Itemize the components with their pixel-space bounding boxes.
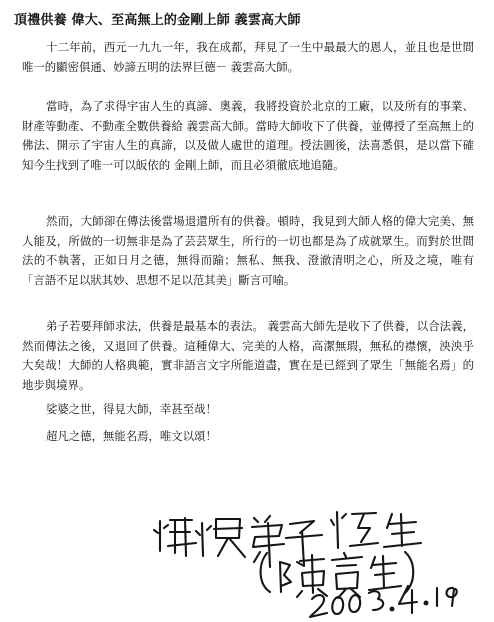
paragraph-2: 當時，為了求得宇宙人生的真諦、奧義，我將投資於北京的工廠，以及所有的事業、財產等動產、不動產全數供養給 義雲高大師。當時大師收下了供養，並傳授了至高無上的佛法、開示了宇宙人生的真諦，以及做人處世的道理。授法圓後，法喜悉俱，是以當下確知今生找到了唯一可以皈依的 金剛上師，而且必須徹底地追隨。 <box>22 99 474 172</box>
paragraph-4: 弟子若要拜師求法，供養是最基本的表法。 義雲高大師先是收下了供養，以合法義，然而傳法之後，又退回了供養。這種偉大、完美的人格，高潔無瑕，無私的襟懷，泱泱乎大矣哉！大師的人格典範，實非語言文字所能道盡，實在是已經到了眾生「無能名焉」的地步與境界。 <box>22 319 474 392</box>
paragraph-1: 十二年前，西元一九九一年，我在成都，拜見了一生中最最大的恩人，並且也是世間唯一的顯密俱通、妙諦五明的法界巨德－ 義雲高大師。 <box>22 40 474 74</box>
paragraph-3: 然而，大師卻在傳法後當場退還所有的供養。頓時，我見到大師人格的偉大完美、無人能及，所做的一切無非是為了芸芸眾生，所行的一切也都是為了成就眾生。而對於世間法的不執著，正如日月之德，無得而踰；無私、無我、澄澈清明之心，所及之境，唯有「言語不足以狀其妙、思想不足以范其美」斷言可喻。 <box>22 214 474 287</box>
letter-heading: 頂禮供養 偉大、至高無上的金剛上師 義雲高大師 <box>14 13 301 28</box>
paragraph-6: 超凡之德，無能名焉，唯文以頌！ <box>46 429 217 443</box>
paragraph-5: 娑婆之世，得見大師，幸甚至哉！ <box>46 402 217 416</box>
